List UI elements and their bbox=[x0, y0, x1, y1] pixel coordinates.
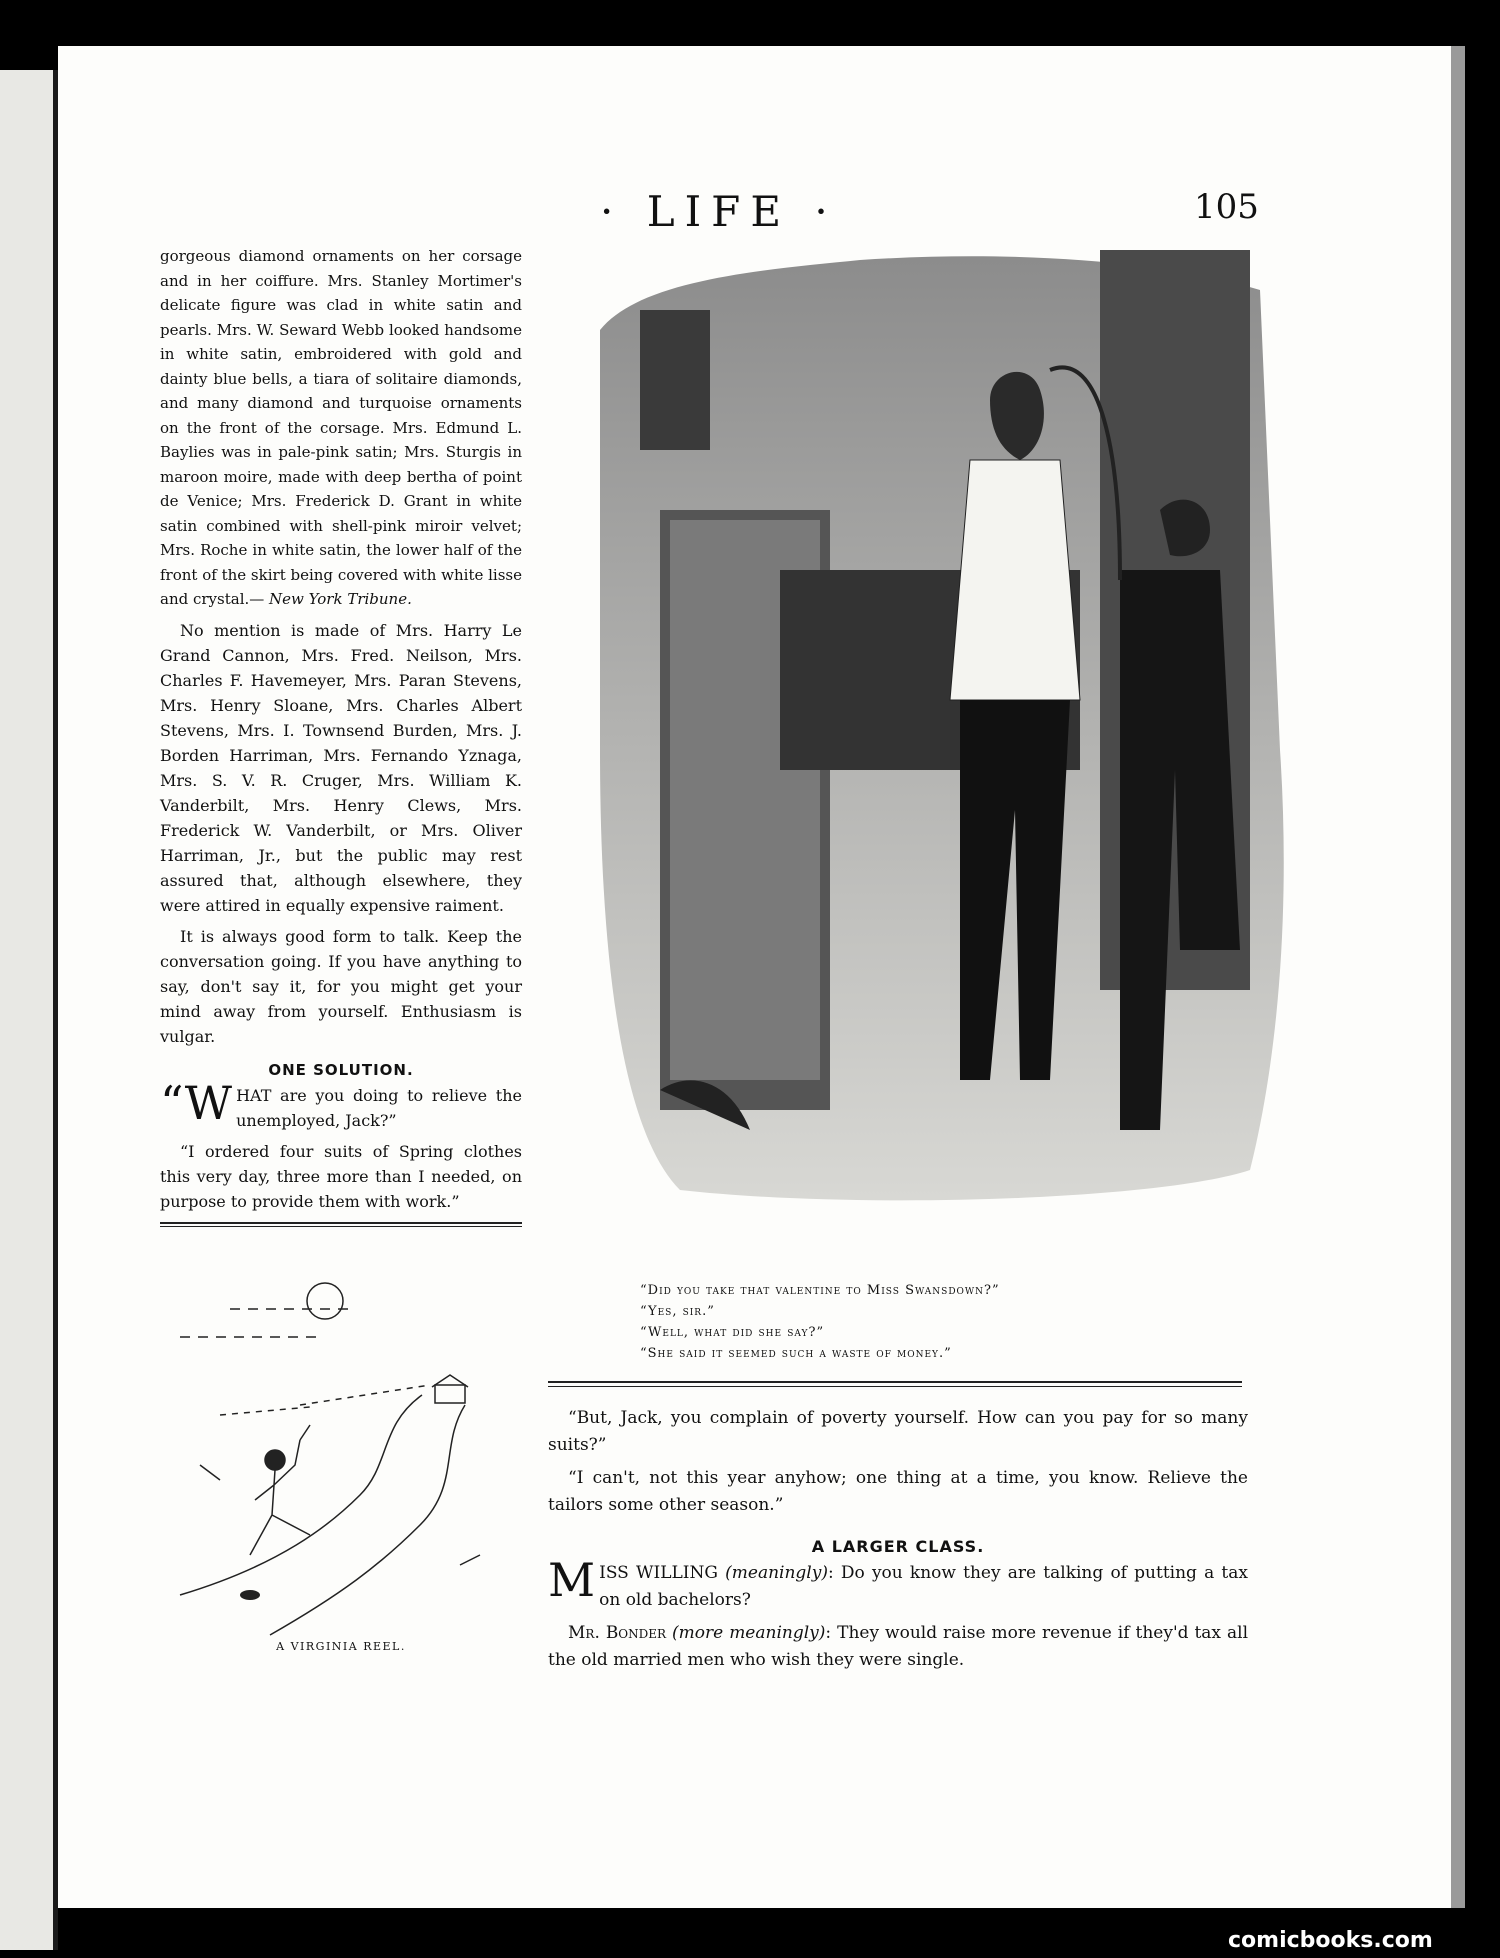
moon-icon bbox=[307, 1283, 343, 1319]
joke-line: HAT are you doing to relieve the unemployed, Jack?” bbox=[236, 1085, 522, 1130]
article-paragraph bbox=[160, 244, 522, 612]
previous-page-edge bbox=[0, 70, 58, 1950]
caption-line: “She said it seemed such a waste of money.” bbox=[640, 1346, 952, 1361]
valentine-illustration bbox=[560, 250, 1310, 1220]
joke-paragraph: “I ordered four suits of Spring clothes this very day, three more than I needed, on purpose to provide them with work.” bbox=[160, 1141, 522, 1211]
article-paragraph: It is always good form to talk. Keep the conversation going. If you have anything to say, don't say it, for you might get your mind away from yourself. Enthusiasm is vulgar. bbox=[160, 926, 522, 1046]
section-heading: A LARGER CLASS. bbox=[811, 1537, 985, 1556]
sketch-caption: A VIRGINIA REEL. bbox=[276, 1640, 406, 1653]
caption-line: “Did you take that valentine to Miss Swansdown?” bbox=[640, 1283, 1000, 1298]
right-column bbox=[548, 1405, 1248, 1674]
drop-cap: M bbox=[548, 1553, 596, 1607]
drop-cap: “W bbox=[160, 1075, 233, 1130]
section-heading: ONE SOLUTION. bbox=[268, 1060, 414, 1079]
left-column bbox=[160, 244, 522, 1235]
dialogue-text: : They would raise more revenue if they'd tax all the old married men who wish they were single. bbox=[548, 1623, 1248, 1670]
speaker-name: Mr. Bonder bbox=[568, 1623, 667, 1643]
article-text: gorgeous diamond ornaments on her corsage and in her coiffure. Mrs. Stanley Mortimer's delicate figure was clad in white satin and pearls. Mrs. W. Seward Webb looked handsome in white satin, embroidered with gold and dainty blue bells, a tiara of solitaire diamonds, and many diamond and turquoise ornaments on the front of the corsage. Mrs. Edmund L. Baylies was in pale-pink satin; Mrs. Sturgis in maroon moire, made with deep bertha of point de Venice; Mrs. Frederick D. Grant in white satin combined with shell-pink miroir velvet; Mrs. Roche in white satin, the lower half of the front of the skirt being covered with white lisse and crystal.— bbox=[160, 247, 522, 608]
article-paragraph: No mention is made of Mrs. Harry Le Grand Cannon, Mrs. Fred. Neilson, Mrs. Charles F. Havemeyer, Mrs. Paran Stevens, Mrs. Henry Sloane, Mrs. Charles Albert Stevens, Mrs. I. Townsend Burden, Mrs. J. Borden Harriman, Mrs. Fernando Yznaga, Mrs. S. V. R. Cruger, Mrs. William K. Vanderbilt, Mrs. Henry Clews, Mrs. Frederick W. Vanderbilt, or Mrs. Oliver Harriman, Jr., but the public may rest assured that, although elsewhere, they were attired in equally expensive raiment. bbox=[160, 620, 522, 915]
joke-paragraph: “But, Jack, you complain of poverty yourself. How can you pay for so many suits?” bbox=[548, 1408, 1248, 1455]
article-source: New York Tribune. bbox=[269, 590, 412, 608]
joke-paragraph: “I can't, not this year anyhow; one thing at a time, you know. Relieve the tailors some other season.” bbox=[548, 1468, 1248, 1515]
divider-rule bbox=[160, 1222, 522, 1227]
speaker-name: ISS WILLING bbox=[599, 1563, 718, 1583]
caption-line: “Yes, sir.” bbox=[640, 1304, 715, 1319]
virginia-reel-sketch bbox=[160, 1265, 522, 1645]
illustration-caption bbox=[640, 1280, 1260, 1364]
dialogue-line bbox=[548, 1553, 1248, 1614]
caption-line: “Well, what did she say?” bbox=[640, 1325, 825, 1340]
divider-rule bbox=[548, 1381, 1242, 1387]
site-watermark: comicbooks.com bbox=[1228, 1928, 1433, 1953]
house-icon bbox=[435, 1385, 465, 1403]
page-number: 105 bbox=[1194, 187, 1259, 227]
page-edge-shadow bbox=[1451, 46, 1465, 1908]
joke-paragraph bbox=[160, 1075, 522, 1133]
dialogue-line bbox=[548, 1620, 1248, 1674]
magazine-title: · LIFE · bbox=[600, 187, 838, 236]
stage-direction: (meaningly) bbox=[725, 1563, 828, 1583]
stage-direction: (more meaningly) bbox=[672, 1623, 826, 1643]
dialogue-text: : Do you know they are talking of putting a tax on old bachelors? bbox=[599, 1563, 1248, 1610]
